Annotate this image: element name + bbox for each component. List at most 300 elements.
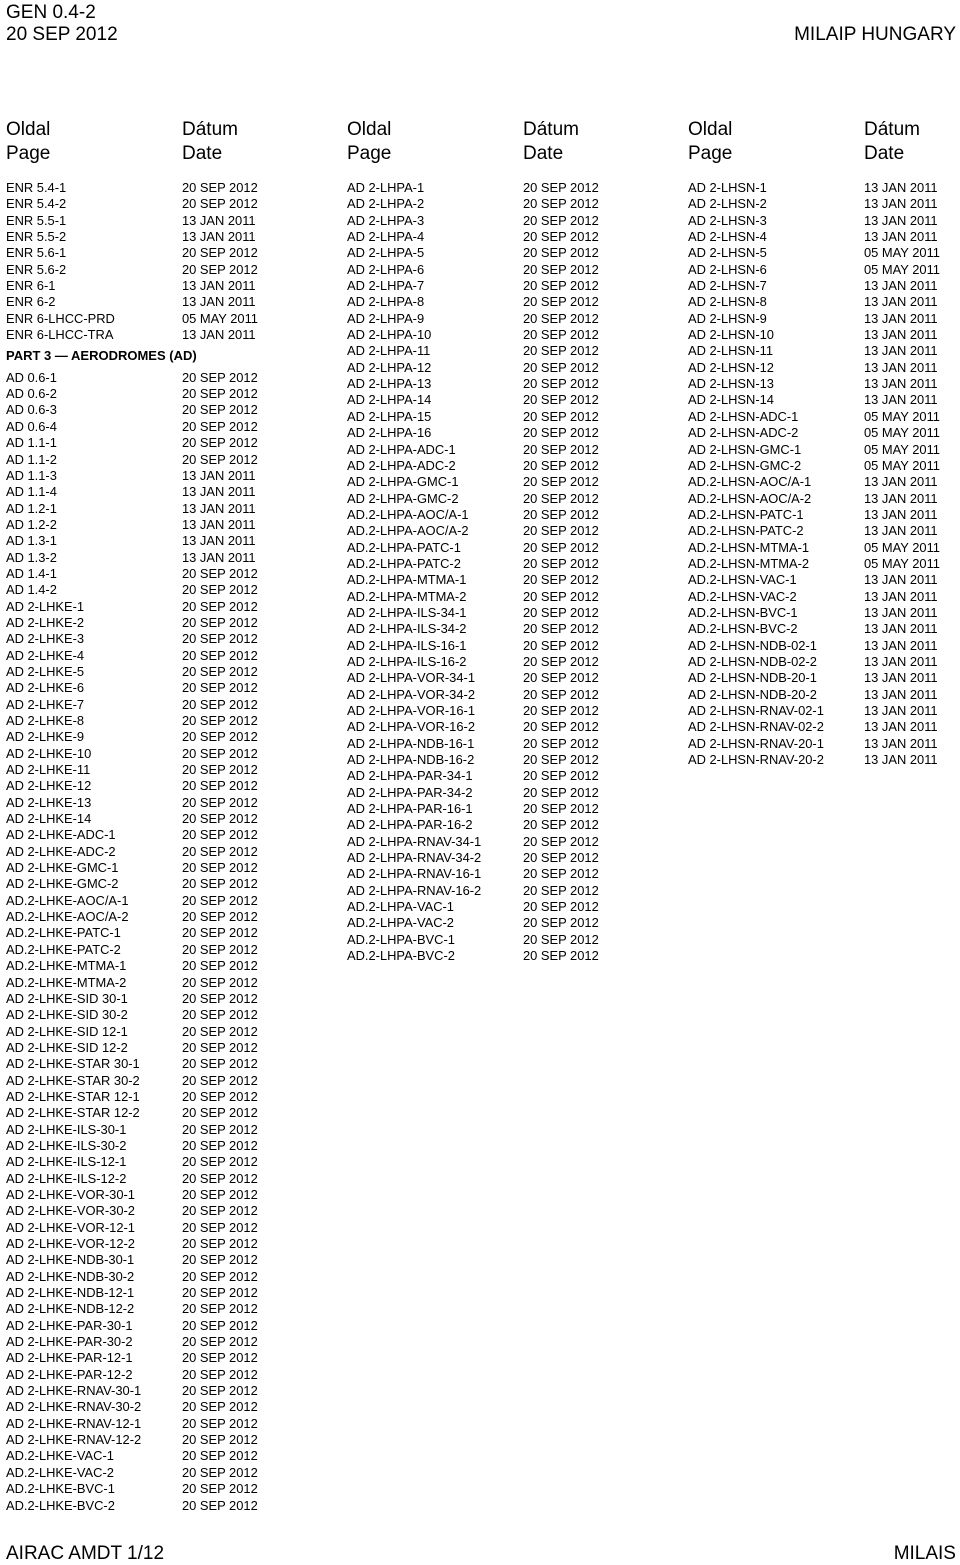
page-ref: AD 2-LHPA-3 — [347, 212, 425, 228]
page-date: 13 JAN 2011 — [864, 752, 938, 768]
page-ref: AD 2-LHSN-2 — [688, 196, 767, 212]
page-date: 13 JAN 2011 — [864, 670, 938, 686]
page-ref: AD 2-LHSN-12 — [688, 359, 774, 375]
list-item — [6, 213, 258, 229]
page-ref: AD 2-LHPA-4 — [347, 229, 425, 245]
list-item — [688, 262, 940, 278]
list-item — [688, 458, 940, 474]
list-item — [347, 915, 599, 931]
list-item — [6, 1498, 258, 1514]
date-label-en: Date — [864, 143, 905, 164]
page-ref: AD 2-LHSN-7 — [688, 278, 767, 294]
page-date: 20 SEP 2012 — [182, 811, 258, 827]
page-date: 20 SEP 2012 — [182, 1301, 258, 1317]
page-date: 20 SEP 2012 — [182, 1415, 258, 1431]
page-date: 20 SEP 2012 — [182, 1203, 258, 1219]
page-date: 20 SEP 2012 — [182, 1268, 258, 1284]
list-item — [347, 866, 599, 882]
page-date: 20 SEP 2012 — [523, 817, 599, 833]
page-date: 13 JAN 2011 — [864, 343, 938, 359]
page-date: 20 SEP 2012 — [182, 1137, 258, 1153]
page-ref: AD 2-LHKE-RNAV-30-2 — [6, 1399, 142, 1415]
list-item — [688, 687, 940, 703]
page-date: 20 SEP 2012 — [523, 621, 599, 637]
list-item — [347, 474, 599, 490]
list-item — [6, 1399, 258, 1415]
list-item — [688, 311, 940, 327]
page-ref: AD.2-LHKE-BVC-1 — [6, 1481, 115, 1497]
list-item — [6, 311, 258, 327]
page-date: 20 SEP 2012 — [182, 1039, 258, 1055]
page-ref: AD 2-LHKE-12 — [6, 778, 92, 794]
page-date: 20 SEP 2012 — [182, 696, 258, 712]
page-date: 13 JAN 2011 — [864, 735, 938, 751]
page-date: 13 JAN 2011 — [864, 588, 938, 604]
page-ref: AD 2-LHSN-13 — [688, 376, 774, 392]
list-item — [6, 909, 258, 925]
list-item — [6, 778, 258, 794]
page-date: 20 SEP 2012 — [523, 588, 599, 604]
page-ref: AD 2-LHSN-3 — [688, 212, 767, 228]
list-item — [688, 540, 940, 556]
list-item — [6, 795, 258, 811]
list-item — [347, 948, 599, 964]
section-heading: PART 3 — AERODROMES (AD) — [6, 348, 197, 364]
page-ref: AD 2-LHKE-PAR-12-1 — [6, 1350, 133, 1366]
page-ref: AD.2-LHPA-MTMA-1 — [347, 572, 467, 588]
page-ref: AD 1.4-1 — [6, 565, 57, 581]
page-ref: AD 2-LHPA-RNAV-34-2 — [347, 850, 482, 866]
list-item — [347, 752, 599, 768]
page-date: 20 SEP 2012 — [523, 180, 599, 195]
page-date: 13 JAN 2011 — [864, 506, 938, 522]
list-item — [6, 1383, 258, 1399]
page-ref: AD 2-LHPA-RNAV-34-1 — [347, 833, 482, 849]
page-ref: AD.2-LHPA-BVC-1 — [347, 931, 455, 947]
list-item — [6, 501, 258, 517]
list-item — [6, 1056, 258, 1072]
page-ref: AD 2-LHSN-ADC-2 — [688, 425, 799, 441]
page-label-hu: Oldal — [347, 119, 392, 140]
list-item — [6, 942, 258, 958]
page-date: 20 SEP 2012 — [182, 974, 258, 990]
list-item — [6, 697, 258, 713]
page-date: 13 JAN 2011 — [182, 467, 256, 483]
page-date: 13 JAN 2011 — [864, 196, 938, 212]
list-item — [688, 752, 940, 768]
list-item — [347, 834, 599, 850]
list-item — [347, 327, 599, 343]
page-ref: AD 2-LHPA-VOR-16-1 — [347, 703, 475, 718]
list-item — [688, 638, 940, 654]
list-item — [347, 817, 599, 833]
page-date: 20 SEP 2012 — [182, 663, 258, 679]
page-date: 20 SEP 2012 — [182, 1023, 258, 1039]
list-item — [6, 1138, 258, 1154]
page-ref: AD 2-LHKE-2 — [6, 614, 85, 630]
page-ref: AD 2-LHPA-13 — [347, 376, 432, 392]
list-item — [6, 1236, 258, 1252]
page-date: 05 MAY 2011 — [864, 408, 940, 424]
page-ref: AD 2-LHPA-12 — [347, 359, 432, 375]
list-item — [6, 1040, 258, 1056]
list-item — [347, 213, 599, 229]
page-ref: AD 2-LHKE-14 — [6, 811, 92, 827]
page-date: 20 SEP 2012 — [523, 572, 599, 588]
page-date: 05 MAY 2011 — [864, 245, 940, 261]
list-item — [347, 458, 599, 474]
list-item — [347, 278, 599, 294]
list-item — [347, 703, 599, 719]
page-ref: AD 2-LHKE-PAR-30-1 — [6, 1317, 133, 1333]
list-item — [6, 1367, 258, 1383]
list-item — [688, 736, 940, 752]
page-ref: AD 2-LHKE-ILS-12-2 — [6, 1170, 127, 1186]
page-ref: AD.2-LHKE-MTMA-1 — [6, 958, 127, 974]
page-ref: AD 2-LHKE-ILS-12-1 — [6, 1154, 127, 1170]
page-ref: AD 2-LHKE-ADC-2 — [6, 843, 116, 859]
page-ref: AD.2-LHSN-PATC-2 — [688, 523, 804, 539]
page-date: 13 JAN 2011 — [182, 516, 256, 532]
page-date: 20 SEP 2012 — [182, 1170, 258, 1186]
page-date: 20 SEP 2012 — [523, 229, 599, 245]
page-date: 20 SEP 2012 — [182, 876, 258, 892]
page-date: 20 SEP 2012 — [182, 614, 258, 630]
page-date: 13 JAN 2011 — [864, 637, 938, 653]
page-date: 20 SEP 2012 — [182, 1186, 258, 1202]
list-item — [6, 1334, 258, 1350]
list-item — [6, 566, 258, 582]
list-item — [6, 746, 258, 762]
page-date: 20 SEP 2012 — [182, 1072, 258, 1088]
page-date: 20 SEP 2012 — [182, 1088, 258, 1104]
page-ref: AD 2-LHKE-7 — [6, 696, 85, 712]
list-item — [688, 327, 940, 343]
page-date: 13 JAN 2011 — [864, 653, 938, 669]
page-ref: AD 2-LHPA-ILS-16-2 — [347, 653, 467, 669]
page-ref: AD 2-LHKE-NDB-12-1 — [6, 1285, 135, 1301]
page-date: 13 JAN 2011 — [864, 621, 938, 637]
page-date: 13 JAN 2011 — [864, 474, 938, 490]
list-item — [688, 474, 940, 490]
list-item — [347, 736, 599, 752]
list-item — [6, 599, 258, 615]
page-label-hu: Oldal — [6, 119, 51, 140]
page-ref: AD 2-LHKE-NDB-30-2 — [6, 1268, 135, 1284]
page-date: 20 SEP 2012 — [182, 1497, 258, 1513]
list-item — [688, 703, 940, 719]
page-ref: AD 2-LHPA-PAR-16-2 — [347, 817, 473, 833]
page-date: 20 SEP 2012 — [182, 402, 258, 418]
list-item — [6, 1220, 258, 1236]
page-ref: AD.2-LHSN-VAC-2 — [688, 588, 797, 604]
list-item — [6, 1024, 258, 1040]
page-date: 13 JAN 2011 — [864, 719, 938, 735]
page-ref: AD 1.1-1 — [6, 435, 57, 451]
date-label-hu: Dátum — [864, 119, 920, 140]
page-date: 20 SEP 2012 — [523, 392, 599, 408]
list-item — [347, 556, 599, 572]
page-ref: AD 2-LHKE-RNAV-30-1 — [6, 1383, 142, 1399]
list-item — [6, 1105, 258, 1121]
list-item — [6, 893, 258, 909]
list-item — [6, 1187, 258, 1203]
page-date: 13 JAN 2011 — [864, 229, 938, 245]
list-item — [6, 1350, 258, 1366]
page-ref: AD.2-LHSN-AOC/A-1 — [688, 474, 812, 490]
page-date: 20 SEP 2012 — [182, 925, 258, 941]
page-date: 13 JAN 2011 — [864, 376, 938, 392]
list-item — [6, 517, 258, 533]
page-ref: AD 2-LHKE-RNAV-12-1 — [6, 1415, 142, 1431]
list-item — [6, 402, 258, 418]
page-ref: AD 2-LHSN-4 — [688, 229, 767, 245]
page-date: 20 SEP 2012 — [182, 1056, 258, 1072]
page-ref: AD 1.1-2 — [6, 451, 57, 467]
page-ref: ENR 5.6-2 — [6, 261, 67, 277]
page-ref: AD 2-LHSN-NDB-02-2 — [688, 653, 817, 669]
page-ref: AD.2-LHKE-AOC/A-2 — [6, 909, 129, 925]
list-item — [6, 245, 258, 261]
list-item — [6, 550, 258, 566]
page-date: 20 SEP 2012 — [523, 294, 599, 310]
footer-amendment: AIRAC AMDT 1/12 — [6, 1543, 165, 1564]
page-ref: AD 2-LHKE-6 — [6, 680, 85, 696]
page-date: 20 SEP 2012 — [182, 958, 258, 974]
page-ref: ENR 5.4-2 — [6, 196, 67, 212]
page-date: 20 SEP 2012 — [523, 670, 599, 686]
page-ref: AD 2-LHSN-11 — [688, 343, 774, 359]
list-item — [6, 876, 258, 892]
page-date: 13 JAN 2011 — [182, 533, 256, 549]
list-item — [347, 785, 599, 801]
page-ref: ENR 6-LHCC-TRA — [6, 327, 114, 343]
page-date: 13 JAN 2011 — [864, 572, 938, 588]
page-date: 20 SEP 2012 — [523, 196, 599, 212]
page-ref: AD 2-LHPA-ILS-34-2 — [347, 621, 467, 637]
page-ref: AD 2-LHKE-ILS-30-1 — [6, 1121, 127, 1137]
page-ref: AD 1.2-2 — [6, 516, 57, 532]
page-date: 20 SEP 2012 — [523, 408, 599, 424]
page-ref: AD 2-LHKE-NDB-30-1 — [6, 1252, 135, 1268]
page-date: 20 SEP 2012 — [182, 386, 258, 402]
list-item — [688, 589, 940, 605]
page-ref: AD 2-LHPA-GMC-2 — [347, 490, 459, 506]
page-date: 05 MAY 2011 — [864, 539, 940, 555]
list-item — [347, 589, 599, 605]
page-date: 20 SEP 2012 — [182, 762, 258, 778]
page-date: 20 SEP 2012 — [182, 1121, 258, 1137]
page-date: 05 MAY 2011 — [864, 457, 940, 473]
list-item — [6, 713, 258, 729]
page-ref: AD 2-LHKE-STAR 30-1 — [6, 1056, 140, 1072]
page-date: 20 SEP 2012 — [182, 1399, 258, 1415]
list-item — [688, 556, 940, 572]
list-item — [688, 719, 940, 735]
list-item — [6, 1301, 258, 1317]
page-date: 20 SEP 2012 — [523, 523, 599, 539]
page-date: 20 SEP 2012 — [182, 1383, 258, 1399]
list-item — [6, 582, 258, 598]
page-date: 20 SEP 2012 — [182, 827, 258, 843]
list-item — [347, 801, 599, 817]
page-date: 20 SEP 2012 — [182, 1252, 258, 1268]
page-date: 20 SEP 2012 — [523, 686, 599, 702]
page-date: 20 SEP 2012 — [182, 860, 258, 876]
page-ref: AD.2-LHPA-BVC-2 — [347, 948, 455, 964]
page-date: 20 SEP 2012 — [182, 745, 258, 761]
list-item — [347, 229, 599, 245]
list-item — [347, 311, 599, 327]
page-ref: AD 2-LHSN-9 — [688, 310, 767, 326]
page-date: 13 JAN 2011 — [182, 500, 256, 516]
list-lhpa — [347, 180, 599, 965]
date-label-en: Date — [523, 143, 564, 164]
page-label-en: Page — [6, 143, 51, 164]
page-date: 20 SEP 2012 — [523, 735, 599, 751]
page-ref: AD 2-LHKE-VOR-12-1 — [6, 1219, 135, 1235]
page-ref: AD 2-LHSN-RNAV-02-1 — [688, 703, 824, 718]
page-ref: AD 2-LHPA-15 — [347, 408, 432, 424]
page-date: 20 SEP 2012 — [182, 1285, 258, 1301]
list-item — [6, 1481, 258, 1497]
list-item — [347, 523, 599, 539]
page-date: 20 SEP 2012 — [182, 892, 258, 908]
page-ref: AD 2-LHKE-9 — [6, 729, 85, 745]
list-item — [6, 419, 258, 435]
list-item — [347, 507, 599, 523]
page-ref: AD 2-LHPA-ADC-1 — [347, 441, 456, 457]
page-ref: AD 2-LHSN-8 — [688, 294, 767, 310]
page-ref: AD 2-LHKE-VOR-12-2 — [6, 1236, 135, 1251]
page-date: 05 MAY 2011 — [864, 261, 940, 277]
page-ref: AD 2-LHKE-SID 30-2 — [6, 1007, 128, 1023]
page-ref: AD.2-LHKE-PATC-2 — [6, 941, 121, 957]
page-ref: AD 2-LHSN-RNAV-20-1 — [688, 735, 824, 751]
column-header — [688, 118, 940, 168]
page-date: 20 SEP 2012 — [523, 490, 599, 506]
page-ref: AD 2-LHSN-5 — [688, 245, 767, 261]
page-date: 20 SEP 2012 — [182, 1350, 258, 1366]
list-item — [688, 180, 940, 196]
page-date: 20 SEP 2012 — [182, 647, 258, 663]
list-item — [6, 844, 258, 860]
page-ref: AD.2-LHPA-MTMA-2 — [347, 588, 467, 604]
page-date: 20 SEP 2012 — [182, 713, 258, 728]
list-item — [6, 1448, 258, 1464]
page-ref: ENR 5.4-1 — [6, 180, 67, 195]
page-date: 20 SEP 2012 — [523, 833, 599, 849]
page-date: 20 SEP 2012 — [523, 310, 599, 326]
page-ref: AD 2-LHPA-NDB-16-2 — [347, 752, 475, 768]
page-date: 20 SEP 2012 — [523, 784, 599, 800]
list-item — [347, 376, 599, 392]
list-item — [347, 294, 599, 310]
list-item — [347, 654, 599, 670]
page-ref: AD 2-LHKE-1 — [6, 598, 85, 614]
page-ref: AD 2-LHSN-NDB-20-2 — [688, 686, 817, 702]
page-ref: AD 2-LHPA-RNAV-16-1 — [347, 866, 482, 882]
page-ref: AD 2-LHSN-6 — [688, 261, 767, 277]
page-ref: AD.2-LHPA-PATC-2 — [347, 555, 461, 571]
page-ref: ENR 6-LHCC-PRD — [6, 310, 115, 326]
list-item — [6, 615, 258, 631]
list-item — [688, 670, 940, 686]
page-date: 20 SEP 2012 — [182, 1317, 258, 1333]
page-ref: AD 2-LHKE-SID 12-1 — [6, 1023, 128, 1039]
list-lhsn — [688, 180, 940, 768]
list-item — [688, 376, 940, 392]
page-ref: AD 2-LHPA-14 — [347, 392, 432, 408]
page-date: 05 MAY 2011 — [864, 425, 940, 441]
page-ref: AD 2-LHKE-SID 12-2 — [6, 1039, 128, 1055]
page-ref: AD.2-LHKE-MTMA-2 — [6, 974, 127, 990]
list-item — [347, 572, 599, 588]
page-date: 20 SEP 2012 — [523, 457, 599, 473]
page-date: 20 SEP 2012 — [182, 680, 258, 696]
list-item — [347, 442, 599, 458]
list-item — [6, 1203, 258, 1219]
page-ref: AD 2-LHKE-GMC-2 — [6, 876, 119, 892]
date-label-en: Date — [182, 143, 223, 164]
page-date: 20 SEP 2012 — [523, 653, 599, 669]
page-date: 20 SEP 2012 — [182, 843, 258, 859]
list-item — [347, 687, 599, 703]
list-item — [347, 392, 599, 408]
page-ref: AD 2-LHPA-1 — [347, 180, 425, 195]
list-item — [6, 1171, 258, 1187]
page-ref: AD.2-LHPA-AOC/A-2 — [347, 523, 469, 539]
page-ref: AD.2-LHKE-AOC/A-1 — [6, 892, 129, 908]
list-item — [688, 278, 940, 294]
page-date: 20 SEP 2012 — [182, 1448, 258, 1464]
page-ref: AD 2-LHKE-RNAV-12-2 — [6, 1432, 142, 1448]
page-ref: AD 2-LHPA-ADC-2 — [347, 457, 456, 473]
page-date: 20 SEP 2012 — [523, 948, 599, 964]
page-date: 20 SEP 2012 — [182, 1432, 258, 1448]
list-item — [6, 180, 258, 196]
page-ref: AD 2-LHPA-9 — [347, 310, 425, 326]
page-ref: AD.2-LHKE-BVC-2 — [6, 1497, 115, 1513]
footer-publisher: MILAIS — [893, 1543, 956, 1564]
list-item — [688, 654, 940, 670]
list-item — [6, 262, 258, 278]
list-item — [6, 370, 258, 386]
list-item — [6, 452, 258, 468]
list-item — [688, 425, 940, 441]
page-date: 20 SEP 2012 — [523, 899, 599, 915]
page-date: 20 SEP 2012 — [182, 582, 258, 598]
list-item — [347, 245, 599, 261]
page-date: 20 SEP 2012 — [523, 261, 599, 277]
page-date: 20 SEP 2012 — [182, 1236, 258, 1251]
list-item — [347, 621, 599, 637]
page-ref: ENR 5.6-1 — [6, 245, 67, 261]
column-3 — [688, 118, 940, 768]
page-date: 20 SEP 2012 — [523, 474, 599, 490]
list-item — [347, 409, 599, 425]
list-item — [347, 768, 599, 784]
list-item — [6, 468, 258, 484]
list-item — [6, 860, 258, 876]
page-date: 20 SEP 2012 — [523, 850, 599, 866]
list-item — [688, 605, 940, 621]
page-ref: AD 2-LHKE-3 — [6, 631, 85, 647]
page-date: 13 JAN 2011 — [182, 549, 256, 565]
page-ref: AD 1.1-3 — [6, 467, 57, 483]
date-label-hu: Dátum — [182, 119, 238, 140]
page-ref: AD 2-LHSN-GMC-1 — [688, 441, 802, 457]
